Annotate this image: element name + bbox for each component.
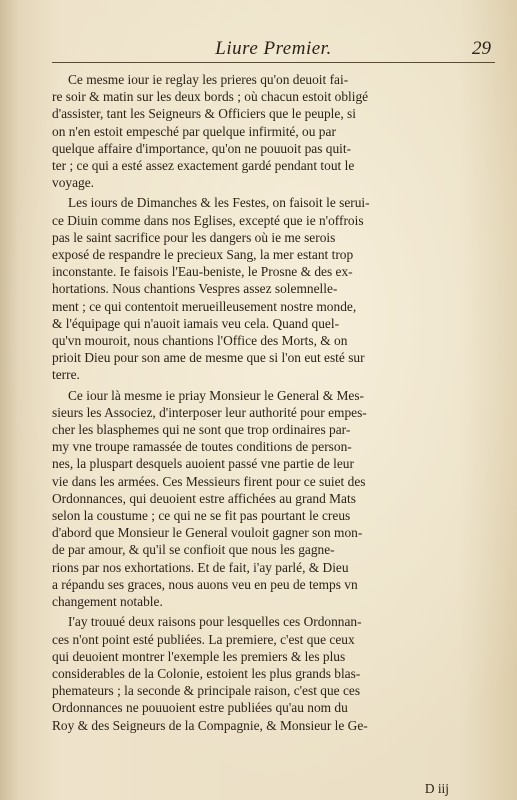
text-line: Roy & des Seigneurs de la Compagnie, & Monsieur le Ge- — [52, 717, 368, 733]
text-line: nes, la pluspart desquels auoient passé vne partie de leur — [52, 456, 354, 472]
text-line: voyage. — [52, 175, 95, 191]
text-line: d'assister, tant les Seigneurs & Officiers que le peuple, si — [52, 106, 356, 122]
text-line: phemateurs ; la seconde & principale raison, c'est que ces — [52, 683, 361, 699]
text-line: I'ay trouué deux raisons pour lesquelles ces Ordonnan- — [68, 614, 362, 630]
text-line: rions par nos exhortations. Et de fait, i'ay parlé, & Dieu — [52, 559, 349, 575]
text-line: Les iours de Dimanches & les Festes, on faisoit le serui- — [68, 195, 370, 211]
text-line: my vne troupe ramassée de toutes conditions de person- — [52, 439, 352, 455]
text-line: qui deuoient montrer l'exemple les premiers & les plus — [52, 648, 346, 664]
text-line: prioit Dieu pour son ame de mesme que si l'on eut esté sur — [52, 350, 365, 366]
text-line: & l'équipage qui n'auoit iamais veu cela. Quand quel- — [52, 315, 340, 331]
text-line: selon la coustume ; ce qui ne se fit pas pourtant le creus — [52, 508, 351, 524]
text-line: changement notable. — [52, 594, 163, 610]
text-line: Ordonnances ne pouuoient estre publiées qu'au nom du — [52, 700, 348, 716]
paragraph — [52, 387, 495, 611]
text-line: pas le saint sacrifice pour les dangers où ie me serois — [52, 229, 336, 245]
text-line: exposé de respandre le precieux Sang, la mer estant trop — [52, 247, 354, 263]
text-line: ces n'ont point esté publiées. La premiere, c'est que ceux — [52, 631, 355, 647]
running-title: Liure Premier. — [215, 38, 332, 59]
text-line: hortations. Nous chantions Vespres assez solemnelle- — [52, 281, 338, 297]
text-line: vie dans les armées. Ces Messieurs firent pour ce suiet des — [52, 473, 366, 489]
text-line: ment ; ce qui contentoit merueilleusement nostre monde, — [52, 298, 357, 314]
page-number: 29 — [472, 38, 491, 59]
text-line: de par amour, & qu'il se confioit que nous les gagne- — [52, 542, 335, 558]
signature-mark: D iij — [424, 781, 449, 796]
text-line: quelque affaire d'importance, qu'on ne pouuoit pas quit- — [52, 140, 352, 156]
paragraph — [52, 194, 495, 383]
text-line: re soir & matin sur les deux bords ; où chacun estoit obligé — [52, 89, 369, 105]
text-line: a répandu ses graces, nous auons veu en peu de temps vn — [52, 576, 358, 592]
paragraph — [52, 613, 495, 733]
text-line: Ce mesme iour ie reglay les prieres qu'on deuoit fai- — [68, 72, 349, 87]
text-line: inconstante. Ie faisois l'Eau-beniste, le Prosne & des ex- — [52, 264, 353, 280]
text-line: Ordonnances, qui deuoient estre affichées au grand Mats — [52, 490, 356, 506]
text-line: qu'vn mouroit, nous chantions l'Office des Morts, & on — [52, 333, 348, 349]
text-line: ter ; ce qui a esté assez exactement gardé pendant tout le — [52, 158, 355, 174]
text-line: considerables de la Colonie, estoient les plus grands blas- — [52, 665, 361, 681]
running-header — [52, 36, 495, 63]
text-line: on n'en estoit empesché par quelque infirmité, ou par — [52, 123, 336, 139]
text-line: Ce iour là mesme ie priay Monsieur le General & Mes- — [68, 387, 364, 403]
paragraph — [52, 71, 495, 191]
text-line: sieurs les Associez, d'interposer leur authorité pour empes- — [52, 404, 367, 420]
text-line: cher les blasphemes qui ne sont que trop ordinaires par- — [52, 422, 351, 438]
text-line: d'abord que Monsieur le General vouloit gagner son mon- — [52, 525, 363, 541]
text-line: terre. — [52, 367, 80, 383]
text-line: ce Diuin comme dans nos Eglises, excepté que ie n'offrois — [52, 212, 364, 228]
body-text — [52, 71, 495, 734]
